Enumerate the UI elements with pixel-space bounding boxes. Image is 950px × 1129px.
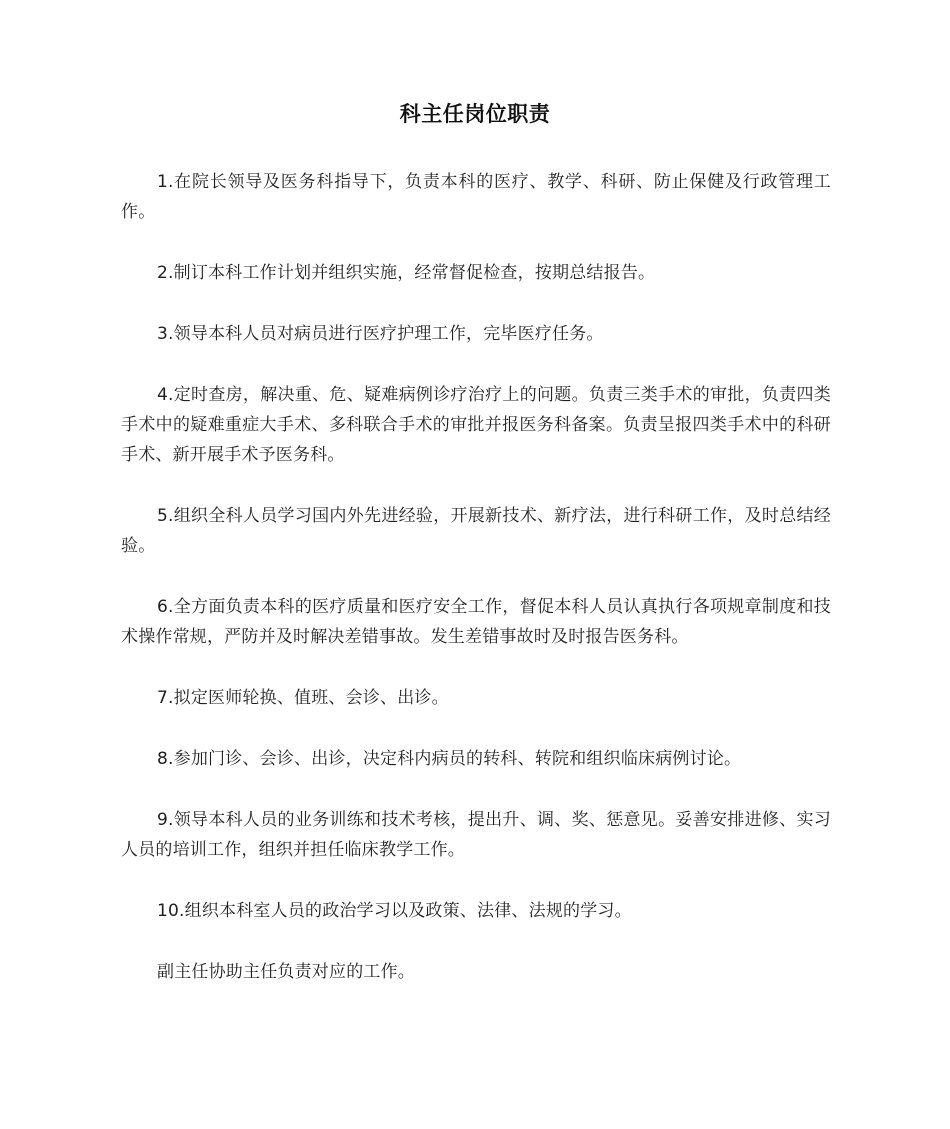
duty-paragraph-2: 2.制订本科工作计划并组织实施，经常督促检查，按期总结报告。	[157, 263, 656, 283]
duty-paragraph-5: 5.组织全科人员学习国内外先进经验，开展新技术、新疗法，进行科研工作，及时总结经验。	[121, 506, 831, 556]
duty-paragraph-8: 8.参加门诊、会诊、出诊，决定科内病员的转科、转院和组织临床病例讨论。	[157, 749, 742, 769]
duty-paragraph-1: 1.在院长领导及医务科指导下，负责本科的医疗、教学、科研、防止保健及行政管理工作。	[121, 172, 831, 222]
duty-paragraph-6: 6.全方面负责本科的医疗质量和医疗安全工作，督促本科人员认真执行各项规章制度和技术操作常规，严防并及时解决差错事故。发生差错事故时及时报告医务科。	[121, 597, 831, 647]
document-title: 科主任岗位职责	[399, 102, 551, 126]
document-body	[121, 167, 831, 1018]
duty-paragraph-4: 4.定时查房，解决重、危、疑难病例诊疗治疗上的问题。负责三类手术的审批，负责四类手术中的疑难重症大手术、多科联合手术的审批并报医务科备案。负责呈报四类手术中的科研手术、新开展手术予医务科。	[121, 385, 831, 465]
deputy-note-paragraph: 副主任协助主任负责对应的工作。	[157, 962, 415, 982]
duty-paragraph-9: 9.领导本科人员的业务训练和技术考核，提出升、调、奖、惩意见。妥善安排进修、实习人员的培训工作，组织并担任临床教学工作。	[121, 810, 831, 860]
duty-paragraph-10: 10.组织本科室人员的政治学习以及政策、法律、法规的学习。	[157, 901, 632, 921]
duty-paragraph-3: 3.领导本科人员对病员进行医疗护理工作，完毕医疗任务。	[157, 324, 604, 344]
duty-paragraph-7: 7.拟定医师轮换、值班、会诊、出诊。	[157, 688, 449, 708]
